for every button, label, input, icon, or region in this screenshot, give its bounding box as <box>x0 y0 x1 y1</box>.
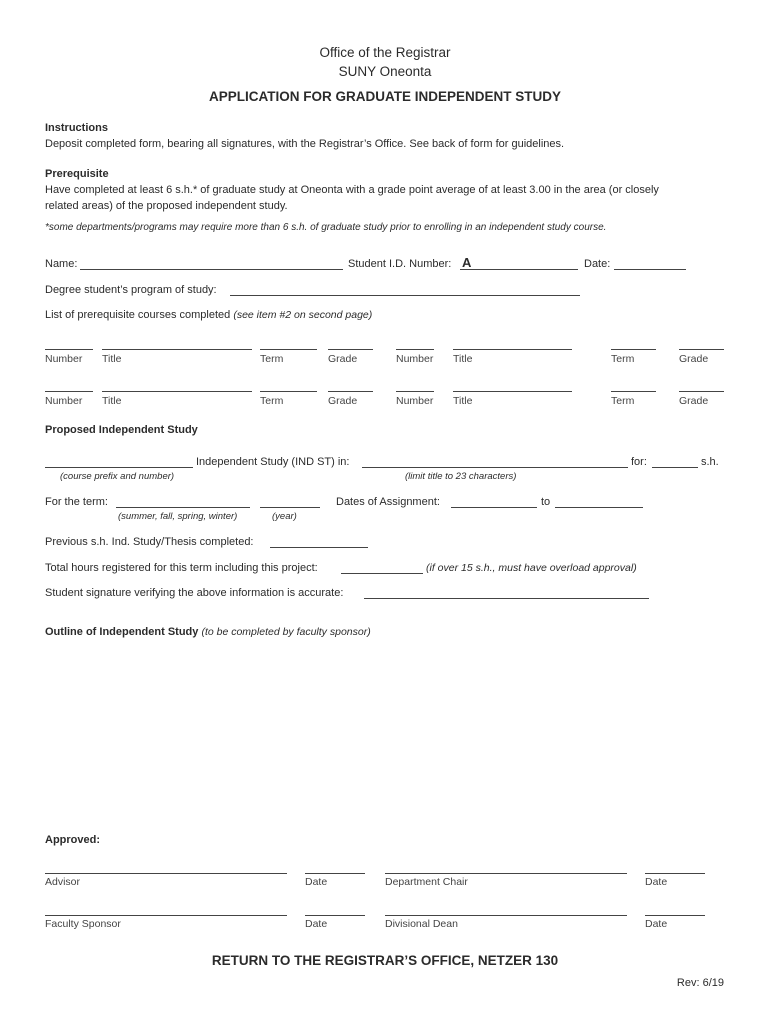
col-term: Term <box>260 353 284 365</box>
title-hint: (limit title to 23 characters) <box>405 471 517 482</box>
dean-date-label: Date <box>645 918 668 930</box>
prereq-3-title-field[interactable] <box>102 391 252 392</box>
term-label: For the term: <box>45 496 108 508</box>
student-id-prefix: A <box>462 255 472 270</box>
outline-hint: (to be completed by faculty sponsor) <box>201 626 371 638</box>
outline-heading-row <box>45 626 371 638</box>
signature-label: Student signature verifying the above information is accurate: <box>45 587 344 599</box>
dates-label: Dates of Assignment: <box>336 496 440 508</box>
col-grade: Grade <box>328 353 358 365</box>
credit-hours-field[interactable] <box>652 467 698 468</box>
col-grade: Grade <box>679 395 709 407</box>
chair-date-label: Date <box>645 876 668 888</box>
year-hint: (year) <box>272 511 297 522</box>
prereq-4-title-field[interactable] <box>453 391 572 392</box>
col-title: Title <box>453 353 473 365</box>
total-hours-hint: (if over 15 s.h., must have overload approval) <box>426 562 637 574</box>
previous-field[interactable] <box>270 547 368 548</box>
dean-label: Divisional Dean <box>385 918 458 930</box>
sponsor-label: Faculty Sponsor <box>45 918 121 930</box>
advisor-signature-field[interactable] <box>45 873 287 874</box>
sh-label: s.h. <box>701 456 719 468</box>
col-grade: Grade <box>679 353 709 365</box>
prereq-4-number-field[interactable] <box>396 391 434 392</box>
student-signature-field[interactable] <box>364 598 649 599</box>
prereq-4-term-field[interactable] <box>611 391 656 392</box>
program-label: Degree student’s program of study: <box>45 284 217 296</box>
name-label: Name: <box>45 258 78 270</box>
for-label: for: <box>631 456 647 468</box>
col-number: Number <box>396 395 434 407</box>
col-title: Title <box>102 395 122 407</box>
prerequisite-heading: Prerequisite <box>45 168 109 180</box>
advisor-label: Advisor <box>45 876 81 888</box>
prefix-hint: (course prefix and number) <box>60 471 175 482</box>
prereq-1-title-field[interactable] <box>102 349 252 350</box>
instructions-text: Deposit completed form, bearing all signatures, with the Registrar’s Office. See back of form for guidelines. <box>45 138 565 150</box>
ind-st-title-field[interactable] <box>362 467 628 468</box>
prereq-2-number-field[interactable] <box>396 349 434 350</box>
prereq-1-term-field[interactable] <box>260 349 317 350</box>
form-title: APPLICATION FOR GRADUATE INDEPENDENT STUDY <box>208 89 561 104</box>
previous-label: Previous s.h. Ind. Study/Thesis completed: <box>45 536 254 548</box>
chair-date-field[interactable] <box>645 873 705 874</box>
prerequisite-line-2: related areas) of the proposed independent study. <box>45 200 288 212</box>
prerequisite-note: *some departments/programs may require more than 6 s.h. of graduate study prior to enrolling in an independent study course. <box>45 222 607 233</box>
col-grade: Grade <box>328 395 358 407</box>
return-instructions: RETURN TO THE REGISTRAR’S OFFICE, NETZER 130 <box>211 953 559 968</box>
prereq-2-term-field[interactable] <box>611 349 656 350</box>
term-season-field[interactable] <box>116 507 250 508</box>
prereq-4-grade-field[interactable] <box>679 391 724 392</box>
sponsor-signature-field[interactable] <box>45 915 287 916</box>
date-end-field[interactable] <box>555 507 643 508</box>
prereq-2-title-field[interactable] <box>453 349 572 350</box>
revision-label: Rev: 6/19 <box>676 977 724 989</box>
col-number: Number <box>45 395 83 407</box>
advisor-date-field[interactable] <box>305 873 365 874</box>
student-id-field[interactable] <box>460 269 578 270</box>
date-start-field[interactable] <box>451 507 537 508</box>
name-field[interactable] <box>80 269 343 270</box>
prereq-label <box>45 309 372 321</box>
student-id-label: Student I.D. Number: <box>348 258 452 270</box>
sponsor-date-field[interactable] <box>305 915 365 916</box>
prereq-hint: (see item #2 on second page) <box>233 309 373 321</box>
col-number: Number <box>396 353 434 365</box>
chair-signature-field[interactable] <box>385 873 627 874</box>
col-title: Title <box>102 353 122 365</box>
chair-label: Department Chair <box>385 876 468 888</box>
date-field[interactable] <box>614 269 686 270</box>
prereq-1-grade-field[interactable] <box>328 349 373 350</box>
col-term: Term <box>260 395 284 407</box>
course-prefix-field[interactable] <box>45 467 193 468</box>
prereq-3-grade-field[interactable] <box>328 391 373 392</box>
col-number: Number <box>45 353 83 365</box>
school-name: SUNY Oneonta <box>338 64 432 79</box>
ind-st-label: Independent Study (IND ST) in: <box>196 456 350 468</box>
prereq-label-text: List of prerequisite courses completed <box>45 309 231 321</box>
program-field[interactable] <box>230 295 580 296</box>
prereq-2-grade-field[interactable] <box>679 349 724 350</box>
to-label: to <box>541 496 551 508</box>
advisor-date-label: Date <box>305 876 328 888</box>
col-title: Title <box>453 395 473 407</box>
prerequisite-line-1: Have completed at least 6 s.h.* of graduate study at Oneonta with a grade point average of at least 3.00 in the area (or closely <box>45 184 659 196</box>
approved-heading: Approved: <box>45 834 100 846</box>
total-hours-label: Total hours registered for this term including this project: <box>45 562 318 574</box>
instructions-heading: Instructions <box>45 122 108 134</box>
season-hint: (summer, fall, spring, winter) <box>118 511 238 522</box>
prereq-3-term-field[interactable] <box>260 391 317 392</box>
col-term: Term <box>611 395 635 407</box>
term-year-field[interactable] <box>260 507 320 508</box>
prereq-1-number-field[interactable] <box>45 349 93 350</box>
prereq-3-number-field[interactable] <box>45 391 93 392</box>
col-term: Term <box>611 353 635 365</box>
office-name: Office of the Registrar <box>319 45 451 60</box>
sponsor-date-label: Date <box>305 918 328 930</box>
outline-area[interactable] <box>45 645 725 825</box>
dean-signature-field[interactable] <box>385 915 627 916</box>
total-hours-field[interactable] <box>341 573 423 574</box>
proposed-heading: Proposed Independent Study <box>45 424 198 436</box>
date-label: Date: <box>584 258 611 270</box>
dean-date-field[interactable] <box>645 915 705 916</box>
outline-heading: Outline of Independent Study <box>45 626 199 638</box>
